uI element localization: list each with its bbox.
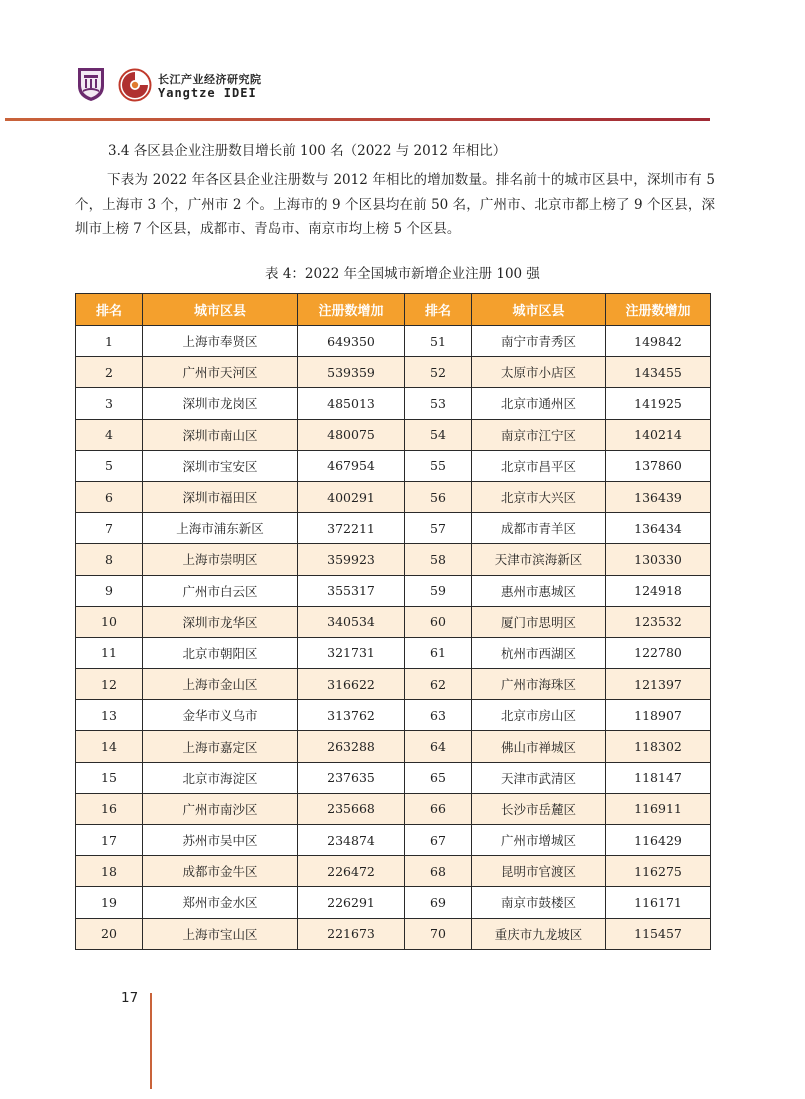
cell-registration-increase: 130330 xyxy=(606,544,711,575)
table-row xyxy=(76,544,711,575)
table-row xyxy=(76,388,711,419)
cell-rank: 8 xyxy=(76,544,143,575)
cell-city-district: 惠州市惠城区 xyxy=(472,575,606,606)
cell-registration-increase: 123532 xyxy=(606,606,711,637)
cell-registration-increase: 321731 xyxy=(298,637,405,668)
cell-city-district: 厦门市思明区 xyxy=(472,606,606,637)
header-city-district: 城市区县 xyxy=(472,294,606,326)
cell-city-district: 佛山市禅城区 xyxy=(472,731,606,762)
cell-registration-increase: 400291 xyxy=(298,481,405,512)
table-header-row xyxy=(76,294,711,326)
cell-rank: 5 xyxy=(76,450,143,481)
cell-registration-increase: 121397 xyxy=(606,669,711,700)
cell-registration-increase: 316622 xyxy=(298,669,405,700)
cell-city-district: 深圳市南山区 xyxy=(143,419,298,450)
cell-rank: 58 xyxy=(405,544,472,575)
body-paragraph: 下表为 2022 年各区县企业注册数与 2012 年相比的增加数量。排名前十的城市区县中，深圳市有 5 个，上海市 3 个，广州市 2 个。上海市的 9 个区县均在前 50 名，广州市、北京市都上榜了 9 个区县，深圳市上榜 7 个区县，成都市、青岛市、南京市均上榜 5 个区县。 xyxy=(75,172,715,237)
cell-city-district: 深圳市龙华区 xyxy=(143,606,298,637)
cell-registration-increase: 137860 xyxy=(606,450,711,481)
cell-rank: 53 xyxy=(405,388,472,419)
cell-city-district: 天津市滨海新区 xyxy=(472,544,606,575)
cell-rank: 57 xyxy=(405,513,472,544)
cell-city-district: 成都市青羊区 xyxy=(472,513,606,544)
cell-rank: 20 xyxy=(76,918,143,949)
cell-registration-increase: 467954 xyxy=(298,450,405,481)
cell-registration-increase: 263288 xyxy=(298,731,405,762)
cell-rank: 66 xyxy=(405,793,472,824)
cell-rank: 13 xyxy=(76,700,143,731)
cell-registration-increase: 124918 xyxy=(606,575,711,606)
page-header xyxy=(0,0,805,125)
cell-registration-increase: 116171 xyxy=(606,887,711,918)
cell-city-district: 北京市大兴区 xyxy=(472,481,606,512)
cell-city-district: 太原市小店区 xyxy=(472,357,606,388)
brand-name-english: Yangtze IDEI xyxy=(158,86,257,100)
cell-rank: 56 xyxy=(405,481,472,512)
cell-city-district: 北京市朝阳区 xyxy=(143,637,298,668)
cell-registration-increase: 313762 xyxy=(298,700,405,731)
table-row xyxy=(76,669,711,700)
cell-rank: 12 xyxy=(76,669,143,700)
cell-city-district: 南京市鼓楼区 xyxy=(472,887,606,918)
idei-logo-icon xyxy=(118,68,152,102)
table-row xyxy=(76,419,711,450)
table-row xyxy=(76,357,711,388)
page-number-rule xyxy=(150,993,152,1089)
cell-rank: 15 xyxy=(76,762,143,793)
cell-registration-increase: 226472 xyxy=(298,856,405,887)
cell-registration-increase: 136434 xyxy=(606,513,711,544)
cell-rank: 68 xyxy=(405,856,472,887)
cell-registration-increase: 221673 xyxy=(298,918,405,949)
cell-rank: 55 xyxy=(405,450,472,481)
header-registration-increase: 注册数增加 xyxy=(606,294,711,326)
cell-rank: 54 xyxy=(405,419,472,450)
cell-city-district: 上海市崇明区 xyxy=(143,544,298,575)
cell-city-district: 北京市房山区 xyxy=(472,700,606,731)
table-row xyxy=(76,481,711,512)
cell-registration-increase: 372211 xyxy=(298,513,405,544)
cell-rank: 51 xyxy=(405,326,472,357)
header-divider xyxy=(5,118,710,121)
cell-city-district: 杭州市西湖区 xyxy=(472,637,606,668)
cell-rank: 64 xyxy=(405,731,472,762)
cell-city-district: 长沙市岳麓区 xyxy=(472,793,606,824)
table-row xyxy=(76,918,711,949)
cell-rank: 62 xyxy=(405,669,472,700)
cell-rank: 10 xyxy=(76,606,143,637)
table-row xyxy=(76,450,711,481)
cell-registration-increase: 226291 xyxy=(298,887,405,918)
cell-rank: 9 xyxy=(76,575,143,606)
header-rank: 排名 xyxy=(405,294,472,326)
cell-registration-increase: 355317 xyxy=(298,575,405,606)
table-row xyxy=(76,762,711,793)
cell-rank: 59 xyxy=(405,575,472,606)
table-row xyxy=(76,856,711,887)
cell-registration-increase: 140214 xyxy=(606,419,711,450)
cell-city-district: 天津市武清区 xyxy=(472,762,606,793)
cell-city-district: 郑州市金水区 xyxy=(143,887,298,918)
cell-city-district: 北京市昌平区 xyxy=(472,450,606,481)
table-row xyxy=(76,731,711,762)
table-row xyxy=(76,793,711,824)
cell-registration-increase: 234874 xyxy=(298,825,405,856)
cell-city-district: 广州市南沙区 xyxy=(143,793,298,824)
cell-city-district: 上海市嘉定区 xyxy=(143,731,298,762)
cell-registration-increase: 340534 xyxy=(298,606,405,637)
cell-registration-increase: 141925 xyxy=(606,388,711,419)
cell-rank: 4 xyxy=(76,419,143,450)
cell-registration-increase: 485013 xyxy=(298,388,405,419)
cell-registration-increase: 116911 xyxy=(606,793,711,824)
cell-city-district: 上海市金山区 xyxy=(143,669,298,700)
cell-rank: 60 xyxy=(405,606,472,637)
cell-rank: 6 xyxy=(76,481,143,512)
cell-city-district: 广州市白云区 xyxy=(143,575,298,606)
cell-rank: 7 xyxy=(76,513,143,544)
cell-city-district: 昆明市官渡区 xyxy=(472,856,606,887)
cell-registration-increase: 122780 xyxy=(606,637,711,668)
header-city-district: 城市区县 xyxy=(143,294,298,326)
cell-city-district: 南京市江宁区 xyxy=(472,419,606,450)
cell-registration-increase: 116275 xyxy=(606,856,711,887)
cell-rank: 19 xyxy=(76,887,143,918)
cell-city-district: 上海市宝山区 xyxy=(143,918,298,949)
table-row xyxy=(76,575,711,606)
cell-city-district: 金华市义乌市 xyxy=(143,700,298,731)
cell-registration-increase: 115457 xyxy=(606,918,711,949)
cell-rank: 11 xyxy=(76,637,143,668)
table-caption: 表 4：2022 年全国城市新增企业注册 100 强 xyxy=(265,266,540,282)
cell-city-district: 北京市通州区 xyxy=(472,388,606,419)
cell-city-district: 广州市海珠区 xyxy=(472,669,606,700)
cell-rank: 17 xyxy=(76,825,143,856)
table-row xyxy=(76,606,711,637)
table-row xyxy=(76,326,711,357)
cell-registration-increase: 359923 xyxy=(298,544,405,575)
brand-name-chinese: 长江产业经济研究院 xyxy=(158,73,262,86)
ranking-table xyxy=(75,293,711,950)
cell-city-district: 苏州市吴中区 xyxy=(143,825,298,856)
cell-city-district: 上海市浦东新区 xyxy=(143,513,298,544)
cell-rank: 67 xyxy=(405,825,472,856)
cell-rank: 1 xyxy=(76,326,143,357)
cell-city-district: 重庆市九龙坡区 xyxy=(472,918,606,949)
cell-registration-increase: 118302 xyxy=(606,731,711,762)
cell-rank: 61 xyxy=(405,637,472,668)
cell-rank: 14 xyxy=(76,731,143,762)
cell-city-district: 深圳市龙岗区 xyxy=(143,388,298,419)
cell-rank: 63 xyxy=(405,700,472,731)
table-row xyxy=(76,887,711,918)
cell-city-district: 广州市天河区 xyxy=(143,357,298,388)
cell-registration-increase: 118147 xyxy=(606,762,711,793)
table-row xyxy=(76,700,711,731)
cell-registration-increase: 136439 xyxy=(606,481,711,512)
cell-registration-increase: 143455 xyxy=(606,357,711,388)
cell-rank: 52 xyxy=(405,357,472,388)
page-number: 17 xyxy=(121,990,139,1006)
cell-rank: 3 xyxy=(76,388,143,419)
cell-registration-increase: 116429 xyxy=(606,825,711,856)
cell-registration-increase: 237635 xyxy=(298,762,405,793)
cell-registration-increase: 649350 xyxy=(298,326,405,357)
cell-registration-increase: 149842 xyxy=(606,326,711,357)
cell-city-district: 深圳市福田区 xyxy=(143,481,298,512)
header-rank: 排名 xyxy=(76,294,143,326)
table-body xyxy=(76,326,711,950)
cell-registration-increase: 118907 xyxy=(606,700,711,731)
cell-rank: 2 xyxy=(76,357,143,388)
cell-city-district: 深圳市宝安区 xyxy=(143,450,298,481)
cell-city-district: 成都市金牛区 xyxy=(143,856,298,887)
table-row xyxy=(76,637,711,668)
cell-city-district: 广州市增城区 xyxy=(472,825,606,856)
cell-city-district: 南宁市青秀区 xyxy=(472,326,606,357)
header-registration-increase: 注册数增加 xyxy=(298,294,405,326)
cell-rank: 16 xyxy=(76,793,143,824)
cell-city-district: 北京市海淀区 xyxy=(143,762,298,793)
cell-rank: 18 xyxy=(76,856,143,887)
cell-city-district: 上海市奉贤区 xyxy=(143,326,298,357)
cell-registration-increase: 539359 xyxy=(298,357,405,388)
cell-rank: 70 xyxy=(405,918,472,949)
cell-registration-increase: 235668 xyxy=(298,793,405,824)
table-row xyxy=(76,513,711,544)
university-crest-icon xyxy=(76,66,106,102)
cell-rank: 65 xyxy=(405,762,472,793)
cell-rank: 69 xyxy=(405,887,472,918)
section-title: 3.4 各区县企业注册数目增长前 100 名（2022 与 2012 年相比） xyxy=(108,143,507,159)
cell-registration-increase: 480075 xyxy=(298,419,405,450)
table-row xyxy=(76,825,711,856)
